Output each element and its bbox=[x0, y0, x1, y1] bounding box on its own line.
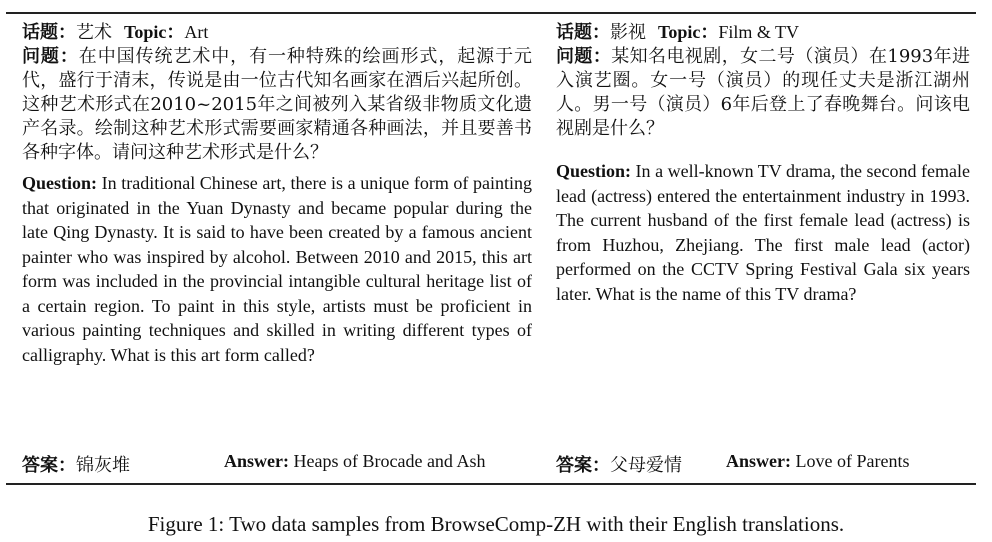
question-zh-text: 在中国传统艺术中，有一种特殊的绘画形式，起源于元代，盛行于清末，传说是由一位古代知名画家在酒后兴起所创。这种艺术形式在2010~2015年之间被列入某省级非物质文化遗产名录。绘制这种艺术形式需要画家精通各种画法，并且要善书各种字体。请问这种艺术形式是什么？ bbox=[22, 46, 533, 163]
topic-line bbox=[556, 20, 970, 45]
topic-en-label: Topic： bbox=[124, 22, 185, 42]
question-zh-label: 问题： bbox=[22, 46, 79, 67]
answer-en-label: Answer: bbox=[224, 451, 289, 471]
bottom-rule bbox=[6, 483, 976, 485]
sample-left bbox=[22, 20, 532, 367]
topic-zh-label: 话题： bbox=[22, 22, 76, 43]
question-en-text: In a well-known TV drama, the second female lead (actress) entered the entertainment industry in 1993. The current husband of the first female lead (actress) is from Huzhou, Zhejiang. The first male lead (actor) performed on the CCTV Spring Festival Gala six years later. What is the name of this TV drama? bbox=[556, 161, 970, 304]
topic-en-label: Topic： bbox=[658, 22, 719, 42]
topic-zh-label: 话题： bbox=[556, 22, 610, 43]
top-rule bbox=[6, 12, 976, 14]
question-en bbox=[22, 171, 532, 367]
answer-en-label: Answer: bbox=[726, 451, 791, 471]
question-en-label: Question: bbox=[556, 161, 632, 181]
topic-zh: 影视 bbox=[610, 22, 646, 43]
topic-en: Film & TV bbox=[718, 22, 800, 42]
sample-right bbox=[556, 20, 970, 306]
answer-zh-label: 答案： bbox=[556, 455, 610, 476]
topic-line bbox=[22, 20, 532, 45]
answer-zh-label: 答案： bbox=[22, 455, 76, 476]
answer-zh: 父母爱情 bbox=[610, 455, 682, 476]
figure-caption: Figure 1: Two data samples from BrowseComp-ZH with their English translations. bbox=[147, 512, 845, 536]
question-zh-text: 某知名电视剧，女二号（演员）在1993年进入演艺圈。女一号（演员）的现任丈夫是浙江湖州人。男一号（演员）6年后登上了春晚舞台。问该电视剧是什么？ bbox=[556, 46, 971, 139]
answer-en: Love of Parents bbox=[795, 451, 910, 471]
answer-en: Heaps of Brocade and Ash bbox=[293, 451, 486, 471]
question-en bbox=[556, 159, 970, 306]
question-en-text: In traditional Chinese art, there is a unique form of painting that originated in the Yuan Dynasty and became popular during the late Qing Dynasty. It is said to have been created by a famous ancient painter who was inspired by alcohol. Between 2010 and 2015, this art form was included in the provincial intangible cultural heritage list of a certain region. To paint in this style, artists must be proficient in various painting techniques and skilled in writing different types of calligraphy. What is this art form called? bbox=[22, 173, 533, 365]
answer-zh: 锦灰堆 bbox=[76, 455, 130, 476]
question-zh bbox=[556, 45, 970, 141]
question-zh bbox=[22, 45, 532, 165]
answer-row-right bbox=[556, 451, 910, 477]
topic-en: Art bbox=[184, 22, 209, 42]
question-en-label: Question: bbox=[22, 173, 98, 193]
answer-row-left bbox=[22, 451, 486, 477]
topic-zh: 艺术 bbox=[76, 22, 112, 43]
question-zh-label: 问题： bbox=[556, 46, 612, 67]
